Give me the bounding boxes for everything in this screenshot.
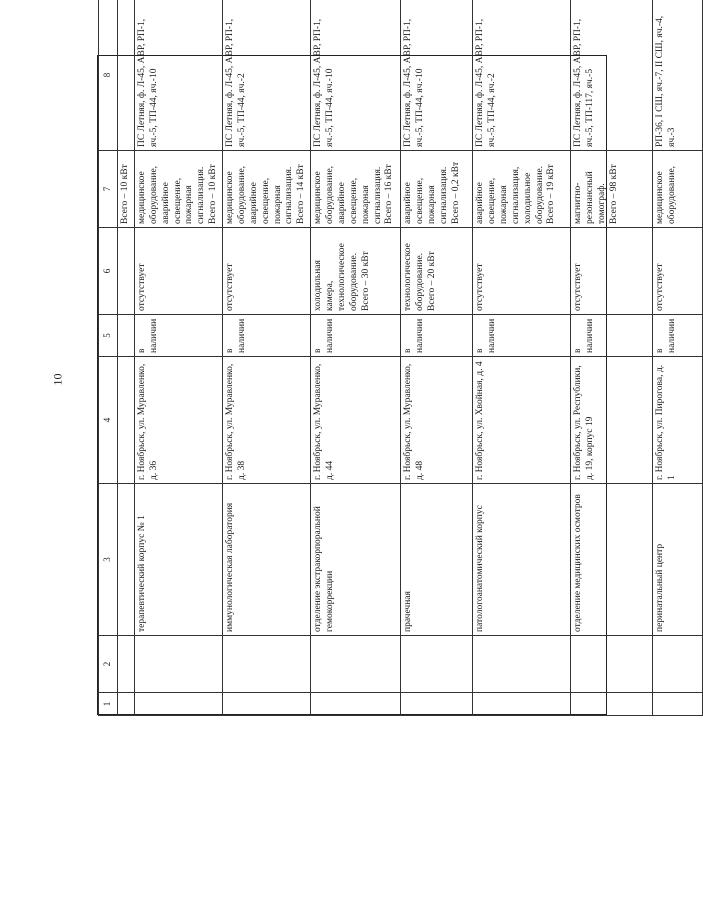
- table-row: [653, 0, 703, 716]
- row-index-cell: [134, 693, 222, 716]
- consumer-line: оборудование,: [236, 165, 247, 224]
- column-number: 3: [99, 484, 118, 636]
- presence-cell: в наличии: [653, 315, 703, 357]
- equipment-cell: отсутствует: [571, 228, 653, 315]
- consumer-line: оборудование,: [148, 165, 159, 224]
- address-cell: г. Ноябрьск, ул. Республики, д. 19, корпус 19: [571, 357, 653, 484]
- presence-cell: в наличии: [473, 315, 571, 357]
- consumer-line: пожарная: [498, 185, 509, 224]
- consumers-cell: [473, 151, 571, 228]
- object-name-cell: перинатальный центр: [653, 484, 703, 636]
- column-number: 6: [99, 228, 118, 315]
- power-supply-cell: ПС Летняя, ф. Л-45, АВР, РП-1, яч.-5, ТП-44, яч.-10: [311, 0, 401, 151]
- consumer-line: Всего – 98 кВт: [608, 164, 619, 224]
- column-number: 1: [99, 693, 118, 716]
- consumer-line: томограф.: [596, 183, 607, 224]
- column-number-row: [99, 0, 118, 716]
- consumer-line: сигнализация,: [510, 166, 521, 224]
- equipment-table-frame: [97, 15, 677, 715]
- address-cell: г. Ноябрьск, ул. Муравленко, д. 44: [311, 357, 401, 484]
- page-number: 10: [50, 373, 65, 386]
- consumer-line: освещение,: [415, 177, 425, 224]
- table-cell: [118, 357, 135, 484]
- consumer-line: пожарная: [272, 185, 283, 224]
- consumer-line: Всего – 16 кВт: [384, 164, 395, 224]
- power-supply-cell: ПС Летняя, ф. Л-45, АВР, РП-1, яч.-5, ТП-117, яч.-5: [571, 0, 653, 151]
- consumer-line: Всего – 14 кВт: [296, 164, 307, 224]
- consumer-line: освещение,: [487, 177, 497, 224]
- column-number: 2: [99, 636, 118, 693]
- equipment-cell: отсутствует: [134, 228, 222, 315]
- power-supply-cell: ПС Летняя, ф. Л-45, АВР, РП-1, яч.-5, ТП-44, яч.-10: [134, 0, 222, 151]
- address-cell: г. Ноябрьск, ул. Муравленко, д. 48: [401, 357, 473, 484]
- consumer-line: сигнализация.: [372, 166, 383, 224]
- table-row: [134, 0, 222, 716]
- presence-cell: в наличии: [134, 315, 222, 357]
- table-row: [473, 0, 571, 716]
- object-name-cell: патологоанатомический корпус: [473, 484, 571, 636]
- consumer-line: освещение,: [348, 177, 359, 224]
- row-code-cell: [311, 636, 401, 693]
- table-row: [401, 0, 473, 716]
- consumers-cell: [311, 151, 401, 228]
- consumer-line: сигнализация.: [284, 166, 295, 224]
- consumers-cell: [223, 151, 311, 228]
- presence-cell: в наличии: [401, 315, 473, 357]
- column-number: 5: [99, 315, 118, 357]
- consumer-line: резонансный: [585, 171, 595, 224]
- address-cell: г. Ноябрьск, ул. Хвойная, д. 4: [473, 357, 571, 484]
- equipment-cell: отсутствует: [653, 228, 703, 315]
- address-cell: г. Ноябрьск, ул. Муравленко, д. 38: [223, 357, 311, 484]
- power-supply-cell: ПС Летняя, ф. Л-45, АВР, РП-1, яч.-5, ТП-44, яч.-10: [401, 0, 473, 151]
- consumer-line: оборудование,: [325, 165, 335, 224]
- table-row-fragment: [118, 0, 135, 716]
- consumer-line: пожарная: [426, 185, 437, 224]
- row-index-cell: [311, 693, 401, 716]
- consumer-line: сигнализация.: [438, 166, 449, 224]
- presence-cell: в наличии: [311, 315, 401, 357]
- consumer-line: аварийное: [475, 182, 486, 224]
- equipment-cell: холодильная камера, технологическое оборудование. Всего – 30 кВт: [311, 228, 401, 315]
- row-code-cell: [653, 636, 703, 693]
- presence-cell: в наличии: [223, 315, 311, 357]
- consumer-line: сигнализация.: [196, 166, 207, 224]
- power-supply-cell: РП-36, I СШ, яч.-7, II СШ, яч.-4, яч.-3: [653, 0, 703, 151]
- row-code-cell: [223, 636, 311, 693]
- row-code-cell: [401, 636, 473, 693]
- consumer-line: медицинское: [225, 171, 235, 224]
- consumer-line: освещение,: [172, 177, 183, 224]
- table-cell: [118, 0, 135, 151]
- row-code-cell: [134, 636, 222, 693]
- consumer-line: аварийное: [336, 182, 347, 224]
- table-cell: [118, 315, 135, 357]
- presence-cell: в наличии: [571, 315, 653, 357]
- equipment-table: [98, 0, 703, 716]
- power-supply-cell: ПС Летняя, ф. Л-45, АВР, РП-1, яч.-5, ТП-44, яч.-2: [473, 0, 571, 151]
- object-name-cell: отделение медицинских осмотров: [571, 484, 653, 636]
- consumer-line: медицинское: [313, 171, 324, 224]
- row-index-cell: [473, 693, 571, 716]
- consumer-line: аварийное: [160, 182, 171, 224]
- equipment-cell: отсутствует: [473, 228, 571, 315]
- table-row: [311, 0, 401, 716]
- row-index-cell: [223, 693, 311, 716]
- column-number: 8: [99, 0, 118, 151]
- table-cell: [118, 228, 135, 315]
- table-row: [571, 0, 653, 716]
- address-cell: г. Ноябрьск, ул. Муравленко, д. 36: [134, 357, 222, 484]
- consumers-cell: Всего – 10 кВт: [118, 151, 135, 228]
- row-index-cell: [401, 693, 473, 716]
- table-cell: [118, 636, 135, 693]
- consumer-line: медицинское: [655, 171, 666, 224]
- consumer-line: оборудование.: [534, 165, 545, 224]
- column-number: 7: [99, 151, 118, 228]
- row-index-cell: [653, 693, 703, 716]
- equipment-cell: технологическое оборудование. Всего – 20 кВт: [401, 228, 473, 315]
- consumer-line: магнитно-: [573, 182, 584, 224]
- consumers-cell: [401, 151, 473, 228]
- consumer-line: освещение,: [260, 177, 271, 224]
- row-code-cell: [571, 636, 653, 693]
- consumer-line: пожарная: [184, 185, 195, 224]
- consumer-line: аварийное: [403, 182, 414, 224]
- consumers-cell: [134, 151, 222, 228]
- consumer-line: холодильное: [522, 172, 533, 224]
- address-cell: г. Ноябрьск, ул. Пирогова, д. 1: [653, 357, 703, 484]
- consumers-cell: [571, 151, 653, 228]
- row-code-cell: [473, 636, 571, 693]
- object-name-cell: прачечная: [401, 484, 473, 636]
- consumer-line: Всего – 10 кВт: [208, 164, 219, 224]
- table-cell: [118, 484, 135, 636]
- column-number: 4: [99, 357, 118, 484]
- equipment-cell: отсутствует: [223, 228, 311, 315]
- consumer-line: Всего – 19 кВт: [546, 164, 557, 224]
- consumer-line: Всего – 0,2 кВт: [450, 161, 461, 224]
- object-name-cell: иммунологическая лаборатория: [223, 484, 311, 636]
- power-supply-cell: ПС Летняя, ф. Л-45, АВР, РП-1, яч.-5, ТП-44, яч.-2: [223, 0, 311, 151]
- table-row: [223, 0, 311, 716]
- consumer-line: оборудование,: [667, 165, 677, 224]
- consumer-line: пожарная: [360, 185, 371, 224]
- rotated-table: [98, 15, 677, 716]
- row-index-cell: [571, 693, 653, 716]
- consumer-line: медицинское: [136, 171, 147, 224]
- consumer-line: аварийное: [248, 182, 259, 224]
- consumers-cell: [653, 151, 703, 228]
- table-cell: [118, 693, 135, 716]
- object-name-cell: отделение экстракорпоральной гемокоррекции: [311, 484, 401, 636]
- object-name-cell: терапевтический корпус № 1: [134, 484, 222, 636]
